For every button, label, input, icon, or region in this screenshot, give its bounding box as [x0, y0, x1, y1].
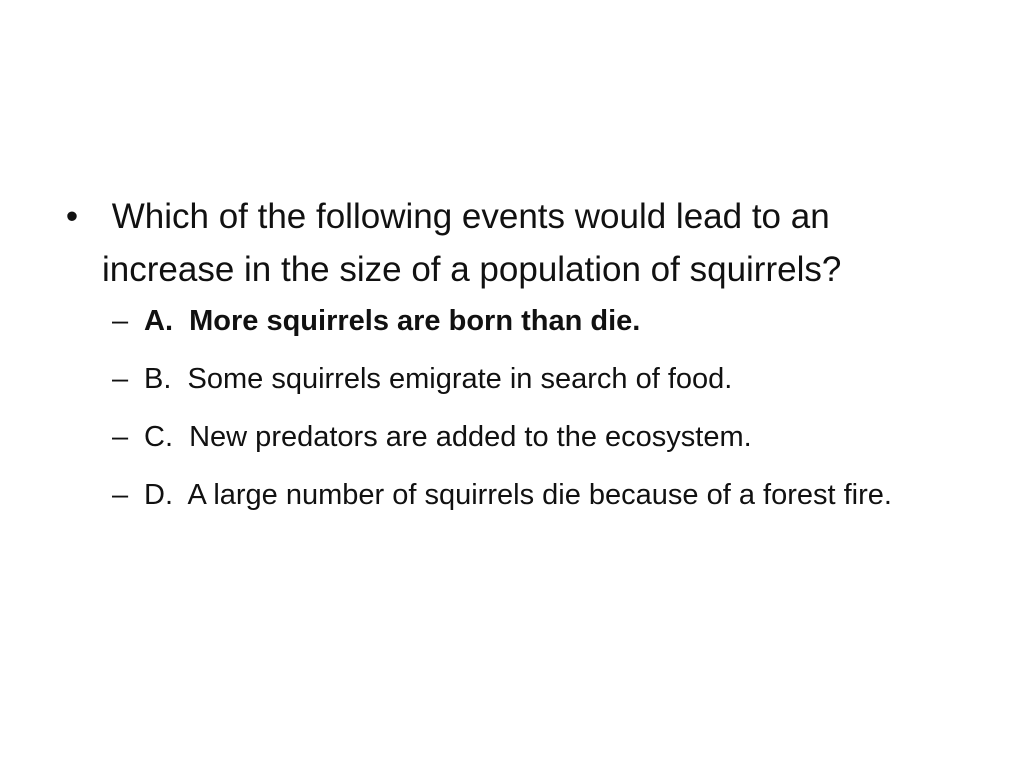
dash-icon: – [112, 421, 129, 453]
option-text: C. New predators are added to the ecosystem. [144, 421, 752, 453]
slide-body [60, 190, 960, 536]
option-d [112, 478, 960, 512]
option-a [112, 304, 960, 338]
option-text: A. More squirrels are born than die. [144, 305, 641, 337]
option-c [112, 420, 960, 454]
dash-icon: – [112, 305, 129, 337]
question-text: Which of the following events would lead to an increase in the size of a population of squirrels? [102, 197, 842, 289]
option-text: D. A large number of squirrels die because of a forest fire. [144, 479, 892, 511]
dash-icon: – [112, 479, 129, 511]
option-text: B. Some squirrels emigrate in search of food. [144, 363, 733, 395]
question-item [60, 190, 960, 296]
dash-icon: – [112, 363, 129, 395]
answer-options-list [60, 304, 960, 512]
bullet-icon: • [65, 197, 79, 236]
option-b [112, 362, 960, 396]
